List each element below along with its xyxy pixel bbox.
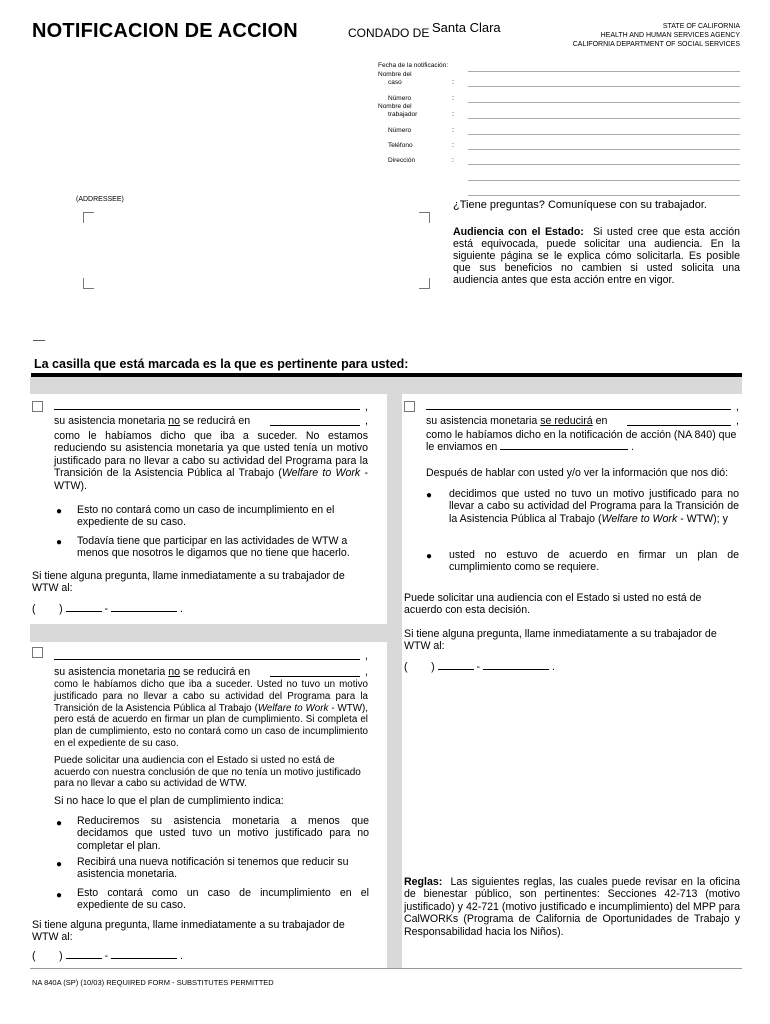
county-value[interactable]: Santa Clara (432, 20, 501, 35)
area-blank[interactable] (438, 669, 474, 670)
text: - WTW). (54, 467, 369, 492)
address-field-2[interactable] (468, 180, 740, 181)
bullet-icon: ● (56, 859, 63, 870)
box2-bullet3: Esto contará como un caso de incumplimiento en el expediente de su caso. (77, 887, 369, 912)
case-name-label: Nombre del (378, 71, 412, 78)
section-title: La casilla que está marcada es la que es pertinente para usted: (34, 357, 409, 371)
paren: ( (404, 661, 408, 673)
colon: : (452, 111, 454, 118)
emphasis: se reducirá (540, 415, 593, 427)
box2-contact: Si tiene alguna pregunta, llame inmediatamente a su trabajador de WTW al: (32, 919, 345, 944)
emphasis: no (168, 666, 181, 678)
box3-amount-field[interactable] (627, 425, 731, 426)
colon: : (452, 79, 454, 86)
period: . (631, 441, 635, 454)
box3-body (426, 429, 740, 454)
box3-date-field[interactable] (500, 449, 628, 450)
address-window-corner (419, 278, 430, 289)
box1-line1 (54, 415, 250, 427)
agency-line: STATE OF CALIFORNIA (662, 23, 740, 30)
box1-checkbox[interactable] (32, 401, 43, 412)
box1-blank[interactable] (54, 409, 360, 410)
agency-block (560, 22, 740, 49)
colon: : (452, 157, 454, 164)
box3-bullet2: usted no estuvo de acuerdo en firmar un plan de cumplimiento como se requiere. (449, 549, 739, 574)
dash: - (104, 950, 109, 962)
form-footer: NA 840A (SP) (10/03) REQUIRED FORM - SUBSTITUTES PERMITTED (32, 978, 274, 987)
gray-band-top (30, 377, 742, 394)
box2-checkbox[interactable] (32, 647, 43, 658)
number-label: Número (388, 95, 412, 102)
notice-date-label: Fecha de la notificación: (378, 62, 449, 69)
bullet-icon: ● (56, 506, 63, 517)
period: . (179, 603, 183, 615)
hearing-text: Si usted cree que esta acción está equivocada, puede solicitar una audiencia. En la siguiente página se le explica cómo solicitarla. Es posible que sus beneficios no cambien si usted solicita una audiencia antes que esta acción entre en vigor. (453, 226, 741, 286)
text: como le habíamos dicho que iba a suceder. Usted no tuvo un motivo justificado para no llevar a cabo su actividad del Programa para la Transición de la Asistencia Pública al Trabajo ( (54, 679, 368, 714)
box3-line1 (426, 415, 607, 427)
worker-number-field[interactable] (468, 134, 740, 135)
case-name-field[interactable] (468, 86, 740, 87)
fold-mark (33, 340, 45, 341)
paren: ) (431, 661, 435, 673)
comma: , (736, 401, 739, 413)
number-field[interactable] (468, 102, 740, 103)
notice-date-field[interactable] (468, 71, 740, 72)
bullet-icon: ● (56, 537, 63, 548)
worker-name-label: Nombre del (378, 103, 412, 110)
gray-band-mid (30, 624, 387, 642)
box2-body (54, 679, 368, 750)
case-name-label-2: caso (388, 79, 402, 86)
agency-line: CALIFORNIA DEPARTMENT OF SOCIAL SERVICES (572, 41, 740, 48)
box3-checkbox[interactable] (404, 401, 415, 412)
comma: , (736, 415, 739, 427)
gray-center-column (387, 394, 402, 968)
worker-name-field[interactable] (468, 118, 740, 119)
box1-bullet1: Esto no contará como un caso de incumplimiento en el expediente de su caso. (77, 504, 335, 529)
box1-phone[interactable] (32, 603, 183, 615)
text: su asistencia monetaria (426, 415, 538, 427)
bullet-icon: ● (426, 551, 433, 562)
box1-bullet2: Todavía tiene que participar en las actividades de WTW a menos que nosotros le digamos que no tiene que hacerlo. (77, 535, 350, 560)
rules-label: Reglas: (404, 876, 443, 888)
box2-blank[interactable] (54, 659, 360, 660)
box2-bullet1: Reduciremos su asistencia monetaria a menos que decidamos que usted tuvo un motivo justificado para no completar el plan. (77, 815, 369, 852)
phone-field[interactable] (468, 149, 740, 150)
box2-phone[interactable] (32, 950, 183, 962)
bottom-rule (30, 968, 742, 969)
wtw-italic: Welfare to Work (601, 512, 678, 525)
box3-contact: Si tiene alguna pregunta, llame inmediatamente a su trabajador de WTW al: (404, 628, 717, 653)
comma: , (365, 415, 368, 427)
colon: : (452, 142, 454, 149)
text: se reducirá en (183, 415, 251, 427)
phone-label: Teléfono (388, 142, 413, 149)
box3-hearing: Puede solicitar una audiencia con el Estado si usted no está de acuerdo con esta decisión. (404, 592, 702, 617)
dash: - (476, 661, 481, 673)
paren: ) (59, 603, 63, 615)
bullet-icon: ● (426, 490, 433, 501)
period: . (179, 950, 183, 962)
paren: ) (59, 950, 63, 962)
number-blank[interactable] (111, 611, 177, 612)
paren: ( (32, 950, 36, 962)
box1-contact: Si tiene alguna pregunta, llame inmediatamente a su trabajador de WTW al: (32, 570, 345, 595)
text: - WTW); y (677, 512, 728, 525)
colon: : (452, 95, 454, 102)
box2-bullet2: Recibirá una nueva notificación si tenemos que reducir su asistencia monetaria. (77, 856, 349, 881)
area-blank[interactable] (66, 958, 102, 959)
period: . (551, 661, 555, 673)
box2-hearing: Puede solicitar una audiencia con el Estado si usted no está de acuerdo con nuestra conclusión de que no tenía un motivo justificado para no llevar a cabo su actividad de WTW. (54, 755, 361, 790)
box2-line1 (54, 666, 250, 678)
text: decidimos que usted no tuvo un motivo justificado para no llevar a cabo su actividad del Programa para la Transición de la Asistencia Pública al Trabajo ( (449, 488, 739, 525)
box2-if-not: Si no hace lo que el plan de cumplimiento indica: (54, 795, 284, 807)
text: su asistencia monetaria (54, 666, 166, 678)
area-blank[interactable] (66, 611, 102, 612)
number-blank[interactable] (483, 669, 549, 670)
rules-block (404, 876, 740, 938)
addressee-label: (ADDRESSEE) (76, 196, 124, 203)
address-field[interactable] (468, 164, 740, 165)
box1-amount-field[interactable] (270, 425, 360, 426)
text: como le habíamos dicho en la notificación de acción (NA 840) que le enviamos en (426, 429, 737, 454)
number-blank[interactable] (111, 958, 177, 959)
comma: , (365, 401, 368, 413)
wtw-italic: Welfare to Work (281, 467, 361, 480)
questions-text: ¿Tiene preguntas? Comuníquese con su trabajador. (453, 199, 707, 211)
worker-number-label: Número (388, 127, 412, 134)
hearing-notice (453, 226, 740, 286)
box1-body (54, 430, 368, 492)
text: - WTW), pero está de acuerdo en firmar un plan de cumplimiento. Si completa el plan de cumplimiento, esto no contará como un caso de incumplimiento en el expediente de su caso. (54, 702, 368, 749)
agency-line: HEALTH AND HUMAN SERVICES AGENCY (600, 32, 740, 39)
bullet-icon: ● (56, 890, 63, 901)
hearing-label: Audiencia con el Estado: (453, 226, 584, 238)
comma: , (365, 650, 368, 662)
box3-bullet1 (449, 488, 739, 525)
address-window-corner (419, 212, 430, 223)
bullet-icon: ● (56, 818, 63, 829)
paren: ( (32, 603, 36, 615)
box3-blank[interactable] (426, 409, 731, 410)
address-label: Dirección (388, 157, 416, 164)
address-field-3[interactable] (468, 195, 740, 196)
address-window-corner (83, 278, 94, 289)
text: en (595, 415, 608, 427)
emphasis: no (168, 415, 181, 427)
rules-text: Las siguientes reglas, las cuales puede revisar en la oficina de bienestar público, son pertinentes: Secciones 42-713 (motivo justificado) y 42-721 (motivo justificado e incumplimiento) del MPP para CalWORKs (Programa de California de Oportunidades de Trabajo y Responsabilidad hacia los Niños). (404, 876, 740, 938)
box3-after: Después de hablar con usted y/o ver la información que nos dió: (426, 467, 729, 479)
comma: , (365, 666, 368, 678)
worker-name-label-2: trabajador (388, 111, 418, 118)
county-label: CONDADO DE (348, 26, 430, 40)
address-window-corner (83, 212, 94, 223)
wtw-italic: Welfare to Work (257, 702, 329, 714)
text: se reducirá en (183, 666, 251, 678)
text: como le habíamos dicho que iba a suceder. No estamos reduciendo su asistencia monetaria ya que usted tenía un motivo justificado para no llevar a cabo su actividad del Programa para la Transición de la Asistencia Pública al Trabajo ( (54, 430, 368, 480)
form-title: NOTIFICACION DE ACCION (32, 20, 298, 42)
dash: - (104, 603, 109, 615)
colon: : (452, 127, 454, 134)
text: su asistencia monetaria (54, 415, 166, 427)
box2-amount-field[interactable] (270, 676, 360, 677)
box3-phone[interactable] (404, 661, 555, 673)
